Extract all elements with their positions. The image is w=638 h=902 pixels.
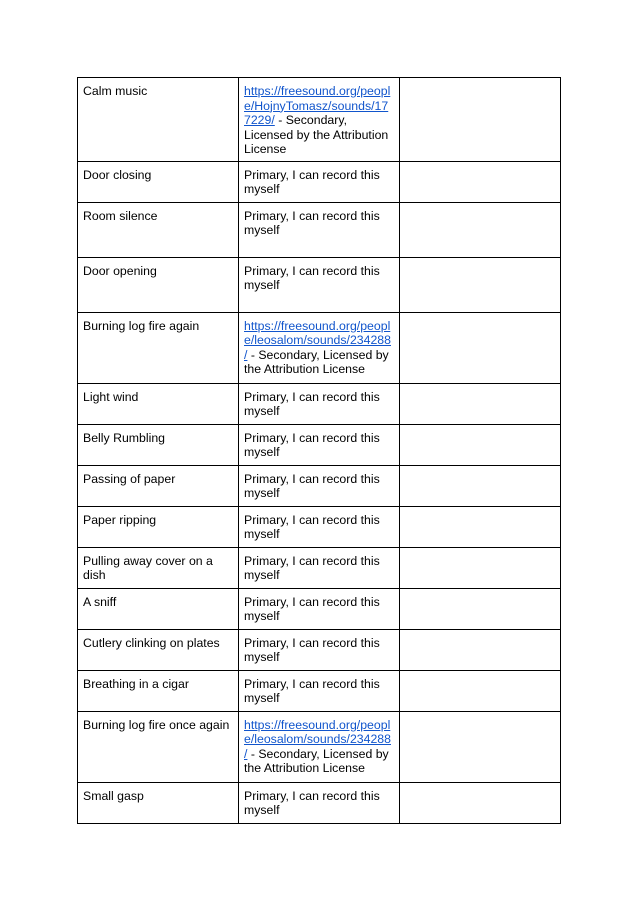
sound-name: Passing of paper	[83, 471, 176, 486]
source-description: Primary, I can record this myself	[244, 208, 380, 237]
source-cell	[239, 78, 400, 162]
notes-cell	[400, 711, 561, 782]
sound-name: Small gasp	[83, 788, 144, 803]
source-description: Primary, I can record this myself	[244, 553, 380, 582]
sound-name: Light wind	[83, 389, 139, 404]
notes-cell	[400, 312, 561, 383]
sound-name-cell	[78, 506, 239, 547]
table-row	[78, 257, 561, 312]
source-description: Primary, I can record this myself	[244, 676, 380, 705]
sound-name-cell	[78, 711, 239, 782]
sound-name: Door opening	[83, 263, 157, 278]
source-cell	[239, 629, 400, 670]
source-cell	[239, 257, 400, 312]
notes-cell	[400, 588, 561, 629]
sound-name: A sniff	[83, 594, 117, 609]
table-row	[78, 383, 561, 424]
source-cell	[239, 506, 400, 547]
source-cell	[239, 202, 400, 257]
table-row	[78, 161, 561, 202]
notes-cell	[400, 670, 561, 711]
source-cell	[239, 383, 400, 424]
sound-name-cell	[78, 312, 239, 383]
freesound-link[interactable]: https://freesound.org/people/leosalom/sounds/234288/	[244, 318, 391, 362]
sound-name: Burning log fire once again	[83, 717, 230, 732]
source-cell	[239, 782, 400, 823]
table-row	[78, 670, 561, 711]
sound-name-cell	[78, 161, 239, 202]
source-cell	[239, 312, 400, 383]
source-description: Primary, I can record this myself	[244, 471, 380, 500]
sound-name-cell	[78, 78, 239, 162]
sound-name-cell	[78, 547, 239, 588]
source-description: Primary, I can record this myself	[244, 635, 380, 664]
source-cell	[239, 547, 400, 588]
sound-sources-table	[77, 77, 561, 824]
notes-cell	[400, 202, 561, 257]
sound-name-cell	[78, 202, 239, 257]
source-description: Primary, I can record this myself	[244, 512, 380, 541]
notes-cell	[400, 547, 561, 588]
sound-name: Room silence	[83, 208, 158, 223]
source-description: Primary, I can record this myself	[244, 788, 380, 817]
source-description: Primary, I can record this myself	[244, 430, 380, 459]
source-description: Primary, I can record this myself	[244, 594, 380, 623]
sound-name-cell	[78, 424, 239, 465]
table-body	[78, 78, 561, 824]
source-description: - Secondary, Licensed by the Attribution License	[244, 347, 389, 376]
sound-name: Calm music	[83, 84, 148, 98]
table-row	[78, 588, 561, 629]
sound-name-cell	[78, 629, 239, 670]
table-row	[78, 782, 561, 823]
source-description: - Secondary, Licensed by the Attribution License	[244, 746, 389, 775]
table-row	[78, 711, 561, 782]
notes-cell	[400, 257, 561, 312]
freesound-link[interactable]: https://freesound.org/people/leosalom/sounds/234288/	[244, 717, 391, 761]
sound-name-cell	[78, 670, 239, 711]
sound-name: Burning log fire again	[83, 318, 200, 333]
table-row	[78, 78, 561, 162]
source-cell	[239, 465, 400, 506]
source-cell	[239, 588, 400, 629]
notes-cell	[400, 383, 561, 424]
table-row	[78, 202, 561, 257]
table-row	[78, 547, 561, 588]
table-row	[78, 506, 561, 547]
source-cell	[239, 161, 400, 202]
notes-cell	[400, 629, 561, 670]
source-cell	[239, 711, 400, 782]
source-description: Primary, I can record this myself	[244, 263, 380, 292]
source-description: Primary, I can record this myself	[244, 167, 380, 196]
sound-name-cell	[78, 257, 239, 312]
source-cell	[239, 670, 400, 711]
sound-name: Breathing in a cigar	[83, 676, 189, 691]
freesound-link[interactable]: https://freesound.org/people/HojnyTomasz/sounds/177229/	[244, 84, 391, 127]
sound-name-cell	[78, 465, 239, 506]
notes-cell	[400, 782, 561, 823]
notes-cell	[400, 161, 561, 202]
notes-cell	[400, 465, 561, 506]
notes-cell	[400, 424, 561, 465]
sound-name: Pulling away cover on a dish	[83, 553, 213, 582]
table-row	[78, 465, 561, 506]
sound-name: Paper ripping	[83, 512, 157, 527]
sound-name-cell	[78, 588, 239, 629]
notes-cell	[400, 506, 561, 547]
source-description: Primary, I can record this myself	[244, 389, 380, 418]
sound-name: Belly Rumbling	[83, 430, 166, 445]
notes-cell	[400, 78, 561, 162]
table-row	[78, 424, 561, 465]
sound-name-cell	[78, 383, 239, 424]
source-cell	[239, 424, 400, 465]
source-description: - Secondary, Licensed by the Attribution License	[244, 113, 389, 156]
sound-name-cell	[78, 782, 239, 823]
sound-name: Door closing	[83, 167, 152, 182]
sound-name: Cutlery clinking on plates	[83, 635, 220, 650]
table-row	[78, 629, 561, 670]
table-row	[78, 312, 561, 383]
